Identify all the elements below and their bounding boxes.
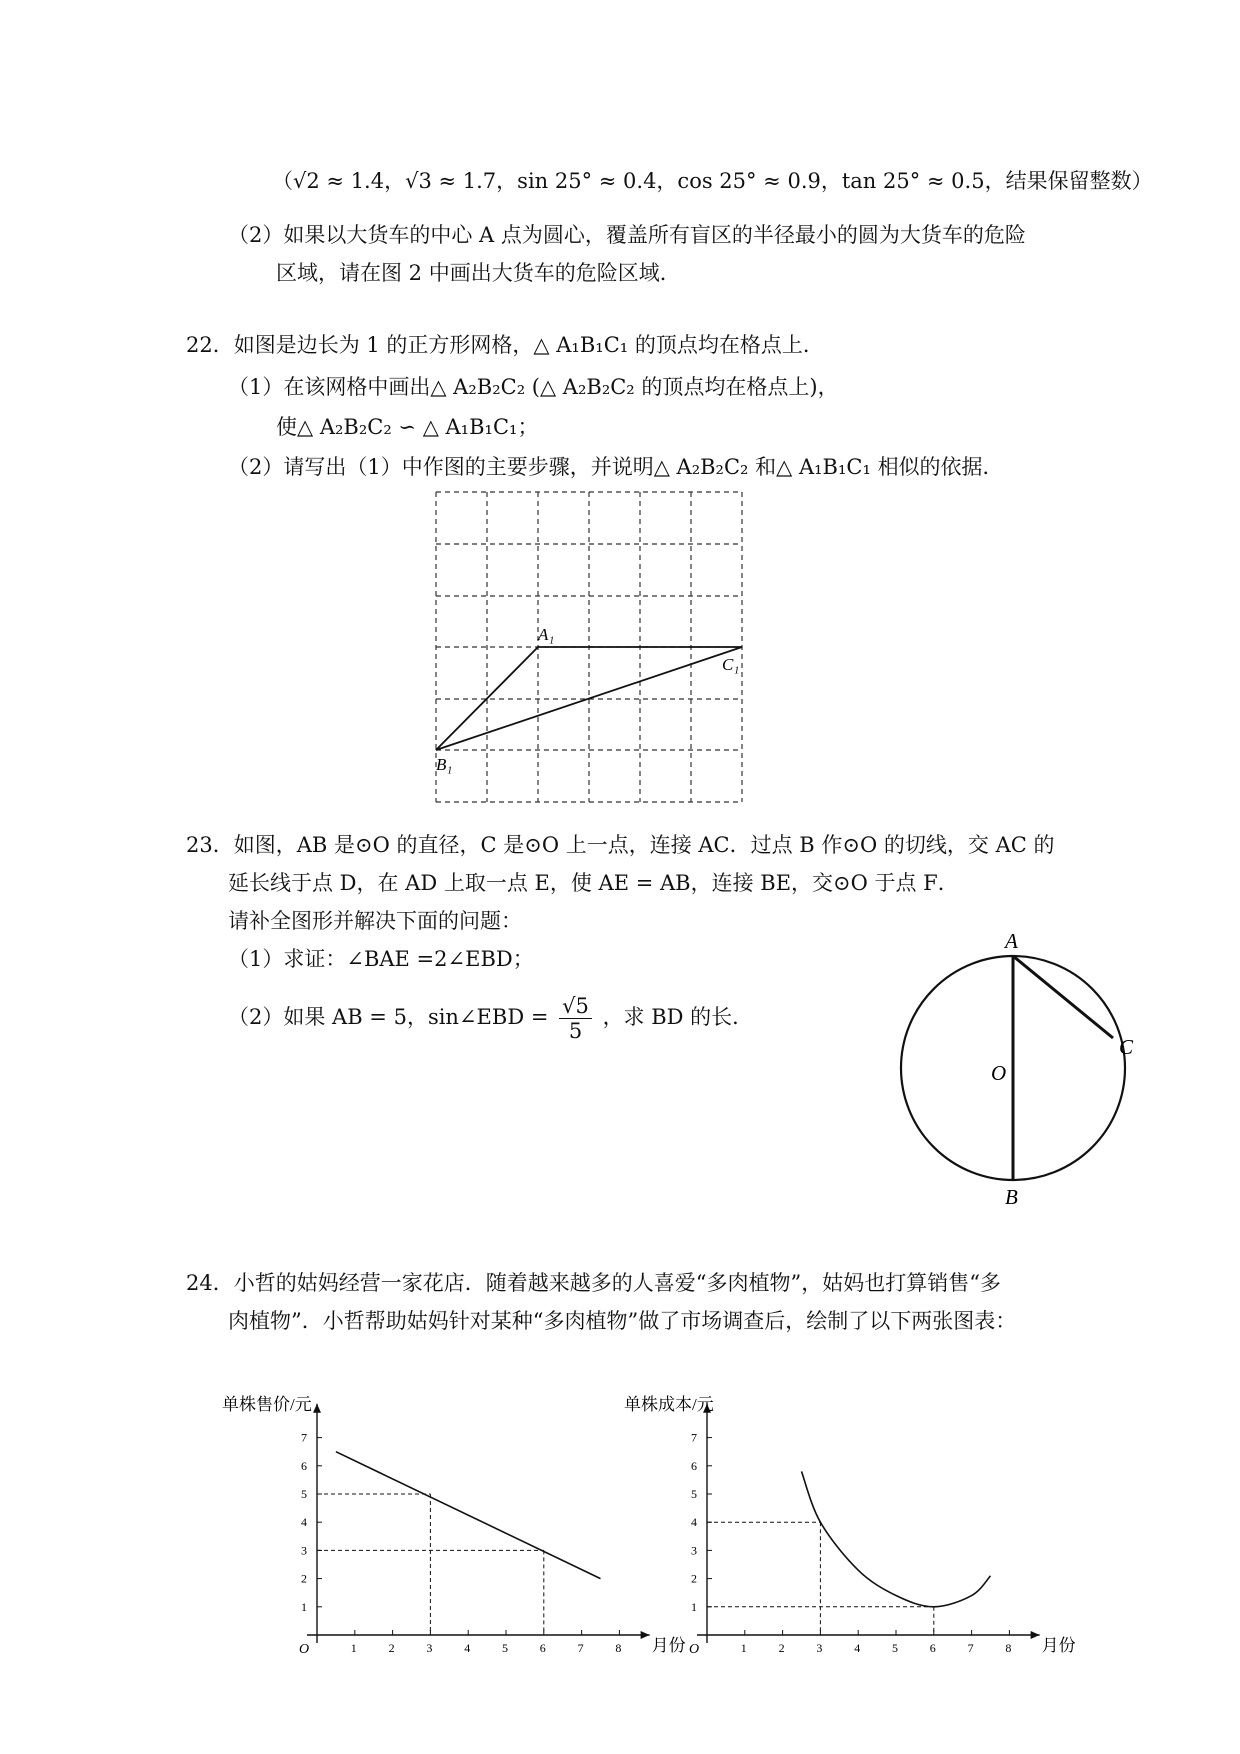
cost-curve: [802, 1471, 991, 1606]
q22-part2: （2）请写出（1）中作图的主要步骤，并说明△ A₂B₂C₂ 和△ A₁B₁C₁ 相似的依据．: [228, 455, 1004, 479]
q22-part1-line2: 使△ A₂B₂C₂ ∽ △ A₁B₁C₁；: [276, 415, 539, 439]
y-tick-label: 1: [301, 1599, 307, 1614]
x-tick-label: 8: [615, 1641, 622, 1655]
y-axis-title: 单株成本/元: [624, 1394, 714, 1414]
q21-part2-line2: 区域，请在图 2 中画出大货车的危险区域．: [276, 261, 681, 285]
price-line: [336, 1452, 601, 1579]
y-tick-label: 7: [691, 1430, 697, 1445]
point-o-label: O: [991, 1061, 1007, 1085]
point-b-label: B: [1005, 1185, 1018, 1209]
x-tick-label: 7: [967, 1641, 974, 1655]
q22-grid-figure: [430, 488, 750, 814]
label-b1: B₁: [436, 755, 453, 774]
q22-part1-line1: （1）在该网格中画出△ A₂B₂C₂ (△ A₂B₂C₂ 的顶点均在格点上)，: [228, 375, 839, 399]
point-c-label: C: [1119, 1035, 1134, 1059]
x-tick-label: 2: [778, 1641, 785, 1655]
x-axis-title: 月份: [651, 1636, 686, 1655]
q23-line1: 23．如图，AB 是⊙O 的直径，C 是⊙O 上一点，连接 AC．过点 B 作⊙O 的切线，交 AC 的: [186, 833, 1055, 857]
x-axis-title: 月份: [1041, 1636, 1076, 1655]
q23-line2: 延长线于点 D，在 AD 上取一点 E，使 AE = AB，连接 BE，交⊙O 于点 F．: [228, 871, 959, 895]
q22-stem: 22．如图是边长为 1 的正方形网格，△ A₁B₁C₁ 的顶点均在格点上．: [186, 333, 824, 357]
y-tick-label: 2: [691, 1571, 697, 1586]
q21-part2-line1: （2）如果以大货车的中心 A 点为圆心，覆盖所有盲区的半径最小的圆为大货车的危险: [228, 223, 1026, 247]
x-tick-label: 6: [539, 1641, 546, 1655]
y-tick-label: 4: [301, 1515, 307, 1530]
y-tick-label: 3: [301, 1543, 307, 1558]
q23-circle-figure: [895, 930, 1175, 1220]
y-tick-label: 6: [301, 1458, 307, 1473]
y-tick-label: 1: [691, 1599, 697, 1614]
y-axis-title: 单株售价/元: [222, 1394, 312, 1414]
x-tick-label: 4: [854, 1641, 861, 1655]
x-tick-label: 8: [1005, 1641, 1012, 1655]
y-tick-label: 7: [301, 1430, 307, 1445]
q23-part1: （1）求证：∠BAE =2∠EBD；: [228, 947, 534, 971]
origin-label: O: [689, 1642, 700, 1657]
y-axis-arrow: [313, 1404, 321, 1413]
q24-line2: 肉植物”．小哲帮助姑妈针对某种“多肉植物”做了市场调查后，绘制了以下两张图表：: [228, 1309, 1017, 1333]
x-tick-label: 5: [502, 1641, 508, 1655]
q24-line1: 24．小哲的姑妈经营一家花店．随着越来越多的人喜爱“多肉植物”，姑妈也打算销售“多: [186, 1271, 1001, 1295]
x-axis-arrow: [1031, 1631, 1040, 1639]
y-tick-label: 5: [691, 1487, 697, 1501]
y-tick-label: 4: [691, 1515, 697, 1530]
x-tick-label: 6: [929, 1641, 936, 1655]
y-tick-label: 3: [691, 1543, 697, 1558]
x-tick-label: 2: [388, 1641, 395, 1655]
y-tick-label: 6: [691, 1458, 697, 1473]
origin-label: O: [299, 1642, 310, 1657]
q23-line3: 请补全图形并解决下面的问题：: [228, 909, 522, 933]
x-tick-label: 7: [577, 1641, 584, 1655]
fraction-sqrt5-over-5: $\frac{√5}{5}$: [559, 994, 592, 1043]
x-tick-label: 3: [426, 1641, 433, 1655]
point-a-label: A: [1005, 929, 1018, 953]
x-tick-label: 5: [892, 1641, 898, 1655]
y-tick-label: 2: [301, 1571, 307, 1586]
label-c1: C₁: [722, 655, 740, 674]
x-tick-label: 3: [816, 1641, 823, 1655]
y-tick-label: 5: [301, 1487, 307, 1501]
x-tick-label: 4: [464, 1641, 471, 1655]
x-tick-label: 1: [740, 1641, 747, 1655]
q23-part2: （2）如果 AB = 5，sin∠EBD = $\frac{√5}{5}$ ，求 BD 的长．: [228, 994, 754, 1043]
cost-chart: [612, 1360, 1076, 1660]
label-a1: A₁: [538, 625, 555, 644]
q21-hint: （√2 ≈ 1.4，√3 ≈ 1.7，sin 25° ≈ 0.4，cos 25° ≈ 0.9，tan 25° ≈ 0.5，结果保留整数）: [272, 169, 1153, 193]
x-tick-label: 1: [350, 1641, 357, 1655]
